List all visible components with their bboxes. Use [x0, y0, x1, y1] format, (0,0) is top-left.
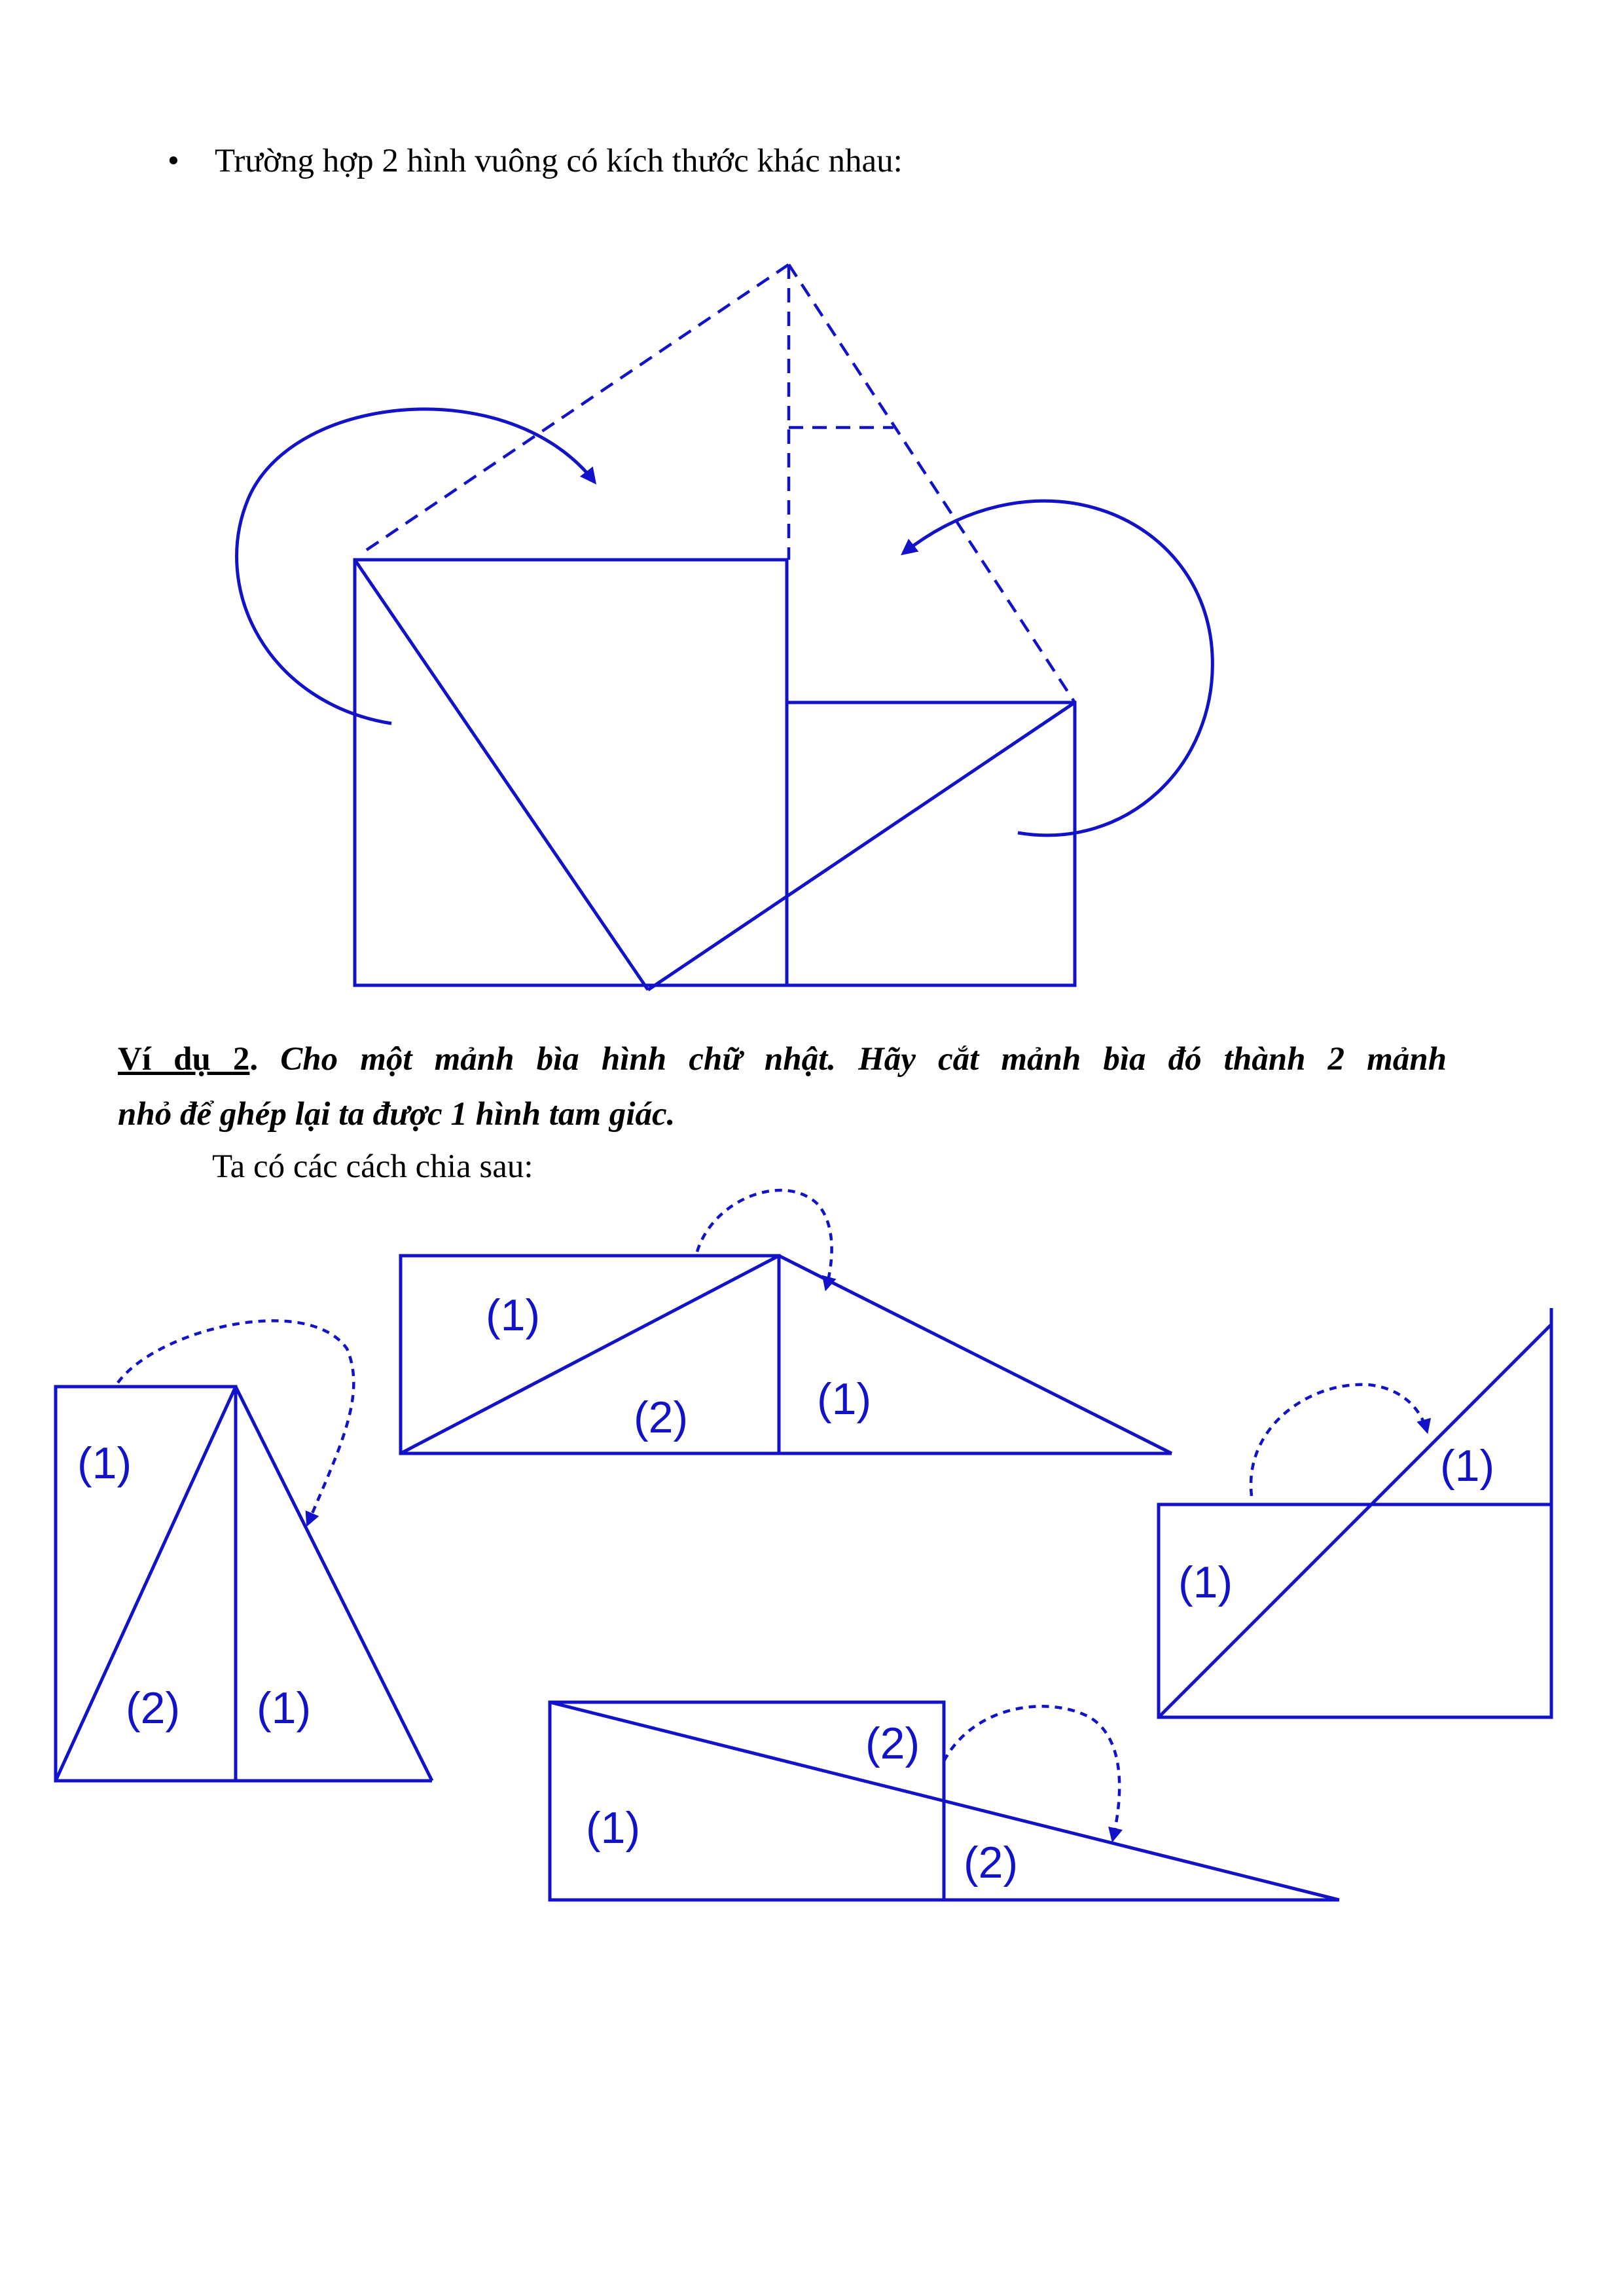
wide-rectangle-triangle-figure — [401, 1190, 1172, 1453]
rectangle — [1159, 1504, 1551, 1717]
piece-label-1a: (1) — [77, 1438, 132, 1488]
diagonal-cut-line — [1159, 1324, 1551, 1717]
cut-line — [401, 1256, 779, 1453]
piece-label-1b: (1) — [817, 1374, 872, 1424]
piece-label-1a: (1) — [1440, 1441, 1495, 1491]
small-square — [787, 702, 1075, 985]
piece-label-2a: (2) — [865, 1719, 920, 1768]
rotation-arrow-left — [237, 409, 594, 723]
piece-label-1: (1) — [586, 1803, 641, 1853]
move-arrow — [1251, 1385, 1427, 1496]
dashed-top-right-edge — [789, 264, 1075, 702]
bullet-symbol: • — [168, 143, 179, 179]
cut-line-left — [355, 560, 648, 990]
example-statement-line2: nhỏ để ghép lại ta được 1 hình tam giác. — [118, 1096, 676, 1133]
dashed-top-left-edge — [367, 264, 789, 550]
large-square — [355, 560, 787, 985]
piece-label-1a: (1) — [486, 1290, 541, 1340]
method-intro: Ta có các cách chia sau: — [212, 1148, 533, 1185]
diagonal-cut-figure-right — [1159, 1308, 1551, 1717]
piece-label-2b: (2) — [964, 1838, 1019, 1887]
example-heading: Ví dụ 2 — [118, 1041, 250, 1078]
tall-rectangle-triangle-figure — [56, 1321, 432, 1781]
piece-label-2: (2) — [126, 1683, 181, 1733]
move-arrow — [944, 1706, 1119, 1840]
bullet-text: Trường hợp 2 hình vuông có kích thước khác nhau: — [215, 143, 903, 179]
example-heading-dot: . — [249, 1041, 259, 1078]
two-squares-figure — [237, 264, 1213, 990]
long-triangle-figure — [550, 1702, 1339, 1900]
piece-label-2: (2) — [634, 1393, 689, 1442]
cut-line-right — [648, 702, 1075, 990]
example-text-line1: Cho một mảnh bìa hình chữ nhật. Hãy cắt mảnh bìa đó thành 2 mảnh — [280, 1041, 1447, 1078]
piece-label-1b: (1) — [1178, 1558, 1233, 1607]
piece-label-1b: (1) — [257, 1683, 312, 1733]
